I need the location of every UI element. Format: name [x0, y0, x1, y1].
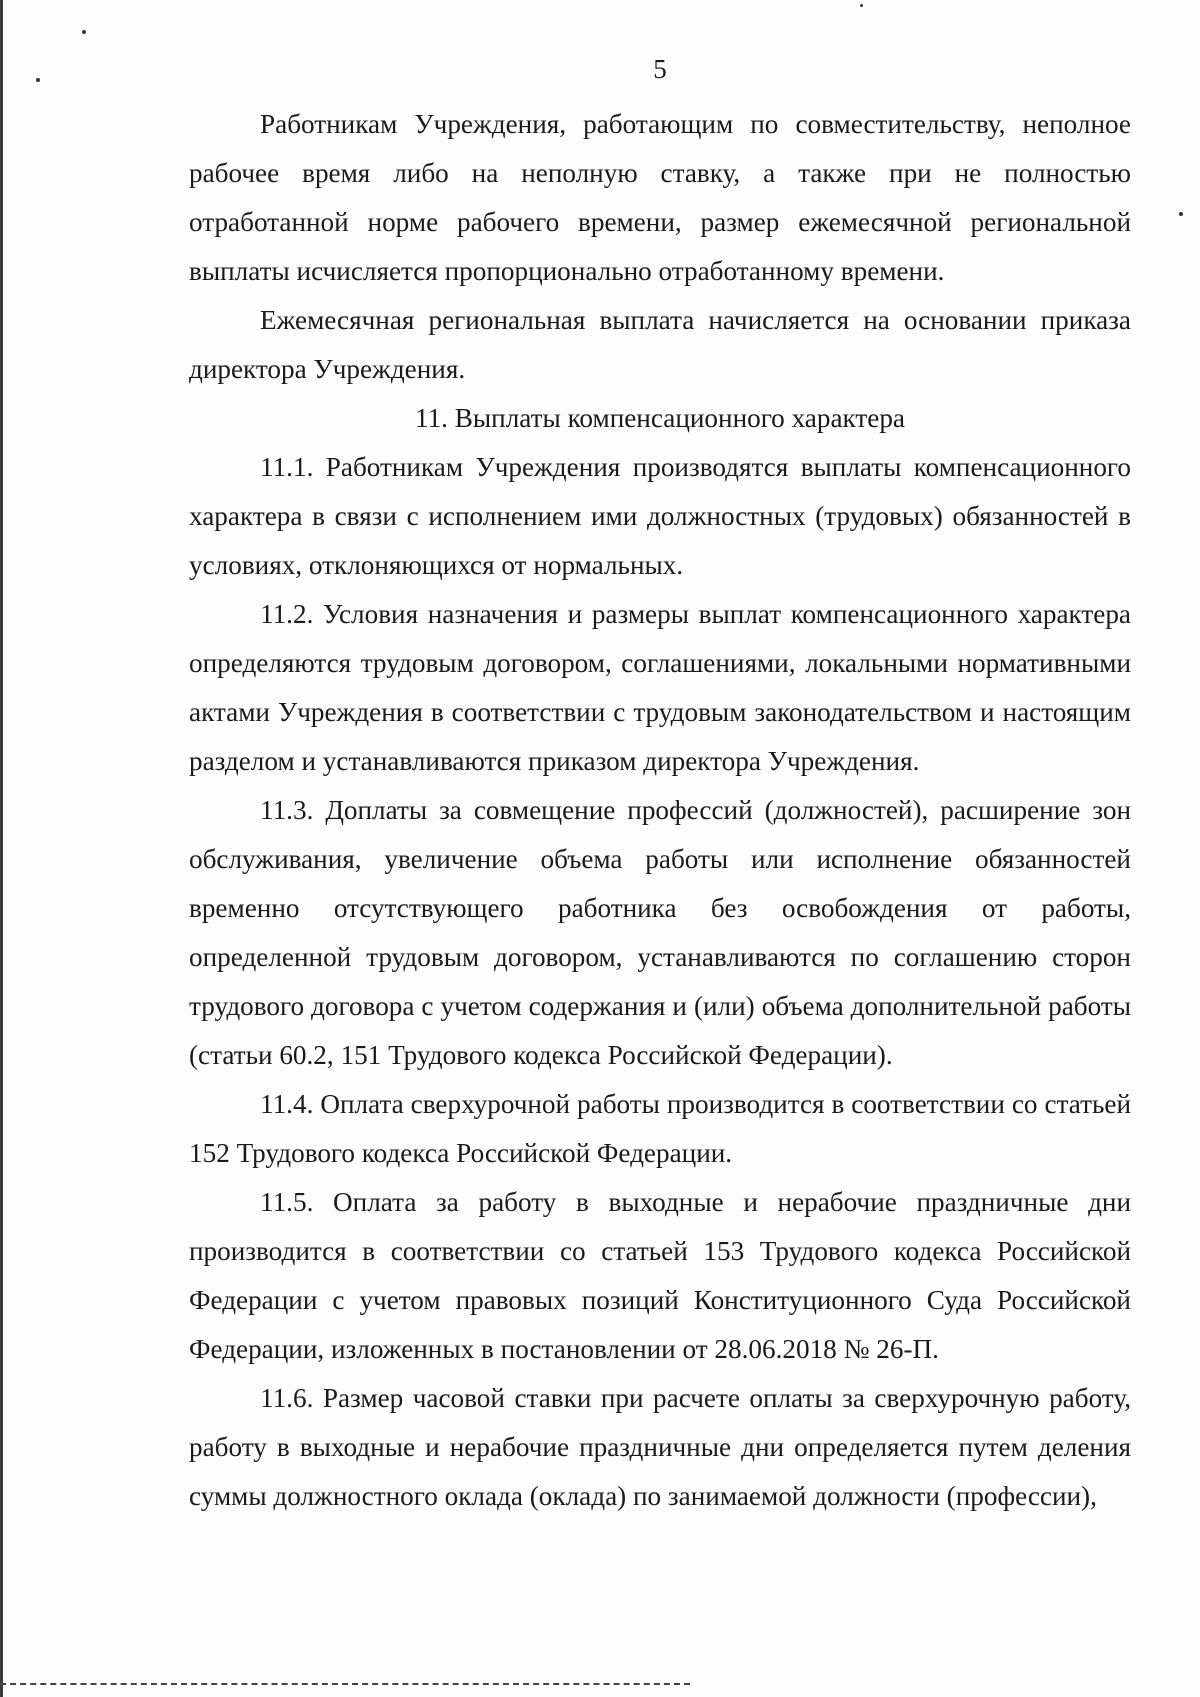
paragraph-11-2: 11.2. Условия назначения и размеры выплат компенсационного характера определяются трудовым договором, соглашениями, локальными нормативными актами Учреждения в соответствии с трудовым законодательством и настоящим разделом и устанавливаются приказом директора Учреждения.: [189, 599, 1131, 776]
paragraph-11-5: 11.5. Оплата за работу в выходные и нерабочие праздничные дни производится в соответствии со статьей 153 Трудового кодекса Российской Федерации с учетом правовых позиций Конституционного Суда Российской Федерации, изложенных в постановлении от 28.06.2018 № 26-П.: [189, 1187, 1131, 1364]
scan-speck: [860, 4, 863, 7]
paragraph-regional-payment-order: Ежемесячная региональная выплата начисляется на основании приказа директора Учреждения.: [189, 305, 1131, 384]
scan-speck: [82, 30, 86, 34]
scan-speck: [36, 78, 40, 82]
scan-bottom-rule: [0, 1683, 690, 1685]
paragraph-part-time: Работникам Учреждения, работающим по совместительству, неполное рабочее время либо на неполную ставку, а также при не полностью отработанной норме рабочего времени, размер ежемесячной региональной выплаты исчисляется пропорционально отработанному времени.: [189, 109, 1131, 286]
paragraph-11-3: 11.3. Доплаты за совмещение профессий (должностей), расширение зон обслуживания, увеличение объема работы или исполнение обязанностей временно отсутствующего работника без освобождения от работы, определенной трудовым договором, устанавливаются по соглашению сторон трудового договора с учетом содержания и (или) объема дополнительной работы (статьи 60.2, 151 Трудового кодекса Российской Федерации).: [189, 795, 1131, 1070]
scan-speck: [1179, 212, 1183, 216]
paragraph-11-4: 11.4. Оплата сверхурочной работы производится в соответствии со статьей 152 Трудового кодекса Российской Федерации.: [189, 1089, 1131, 1168]
paragraph-11-6: 11.6. Размер часовой ставки при расчете оплаты за сверхурочную работу, работу в выходные и нерабочие праздничные дни определяется путем деления суммы должностного оклада (оклада) по занимаемой должности (профессии),: [189, 1383, 1131, 1511]
section-title-compensation: 11. Выплаты компенсационного характера: [414, 403, 905, 433]
document-body: [189, 100, 1131, 1521]
paragraph-11-1: 11.1. Работникам Учреждения производятся выплаты компенсационного характера в связи с исполнением ими должностных (трудовых) обязанностей в условиях, отклоняющихся от нормальных.: [189, 452, 1131, 580]
scan-left-edge: [0, 0, 3, 1697]
page-number: 5: [653, 54, 667, 84]
